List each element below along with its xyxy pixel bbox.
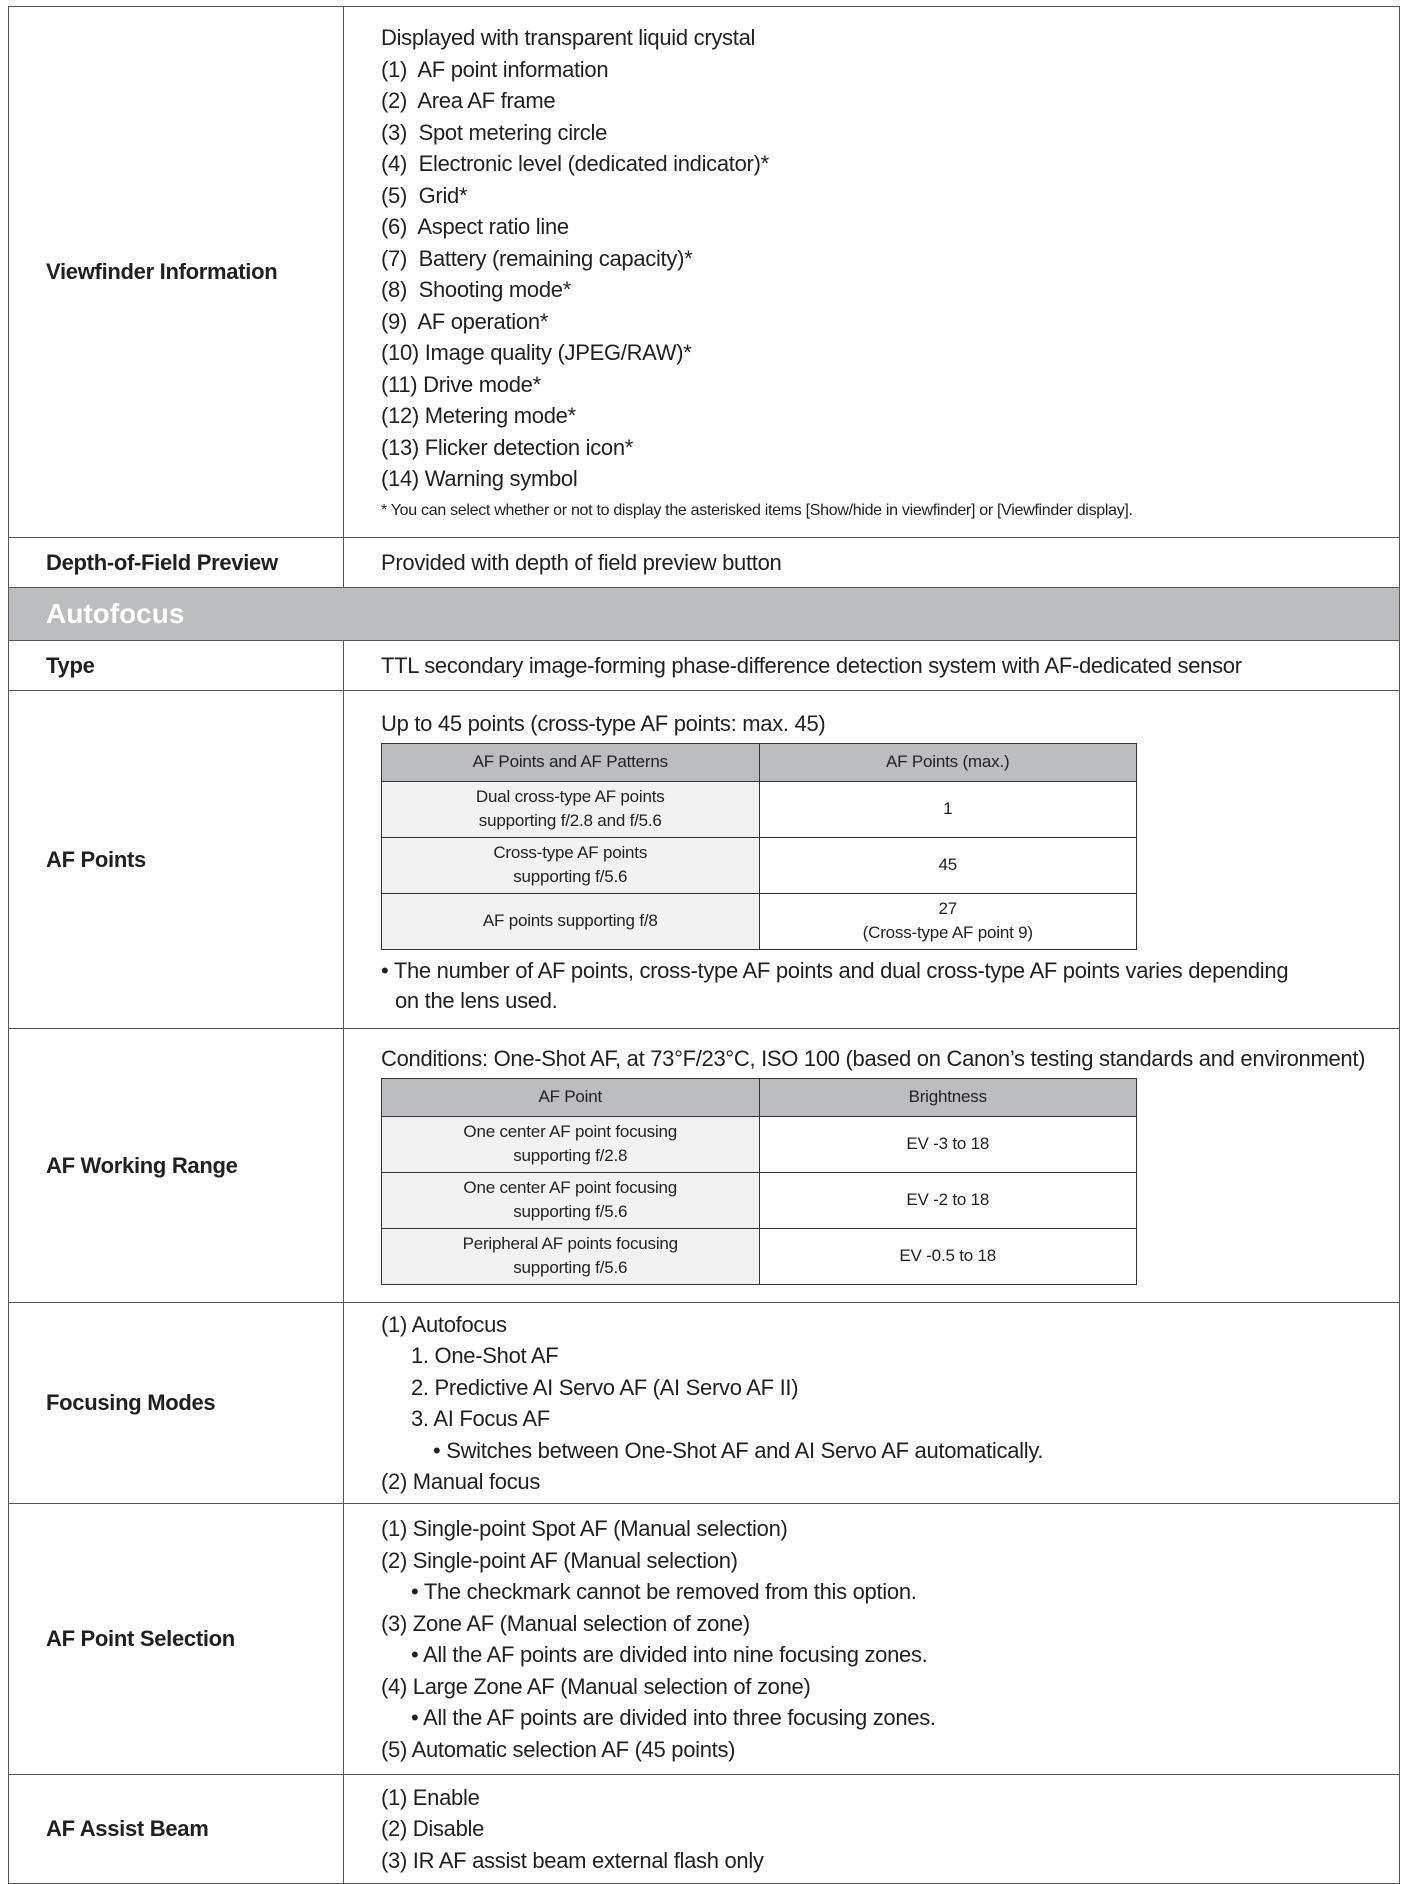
cell-text: AF points supporting f/8 bbox=[482, 911, 658, 930]
af-range-conditions: Conditions: One-Shot AF, at 73°F/23°C, ISO 100 (based on Canon’s testing standards and environment) bbox=[381, 1045, 1366, 1071]
list-item: (4) Large Zone AF (Manual selection of zone) bbox=[381, 1673, 811, 1699]
cell-text: supporting f/5.6 bbox=[513, 1258, 628, 1277]
section-title: Autofocus bbox=[9, 588, 1400, 641]
list-item: (5) Automatic selection AF (45 points) bbox=[381, 1736, 736, 1762]
cell-value: EV -2 to 18 bbox=[759, 1172, 1137, 1228]
label-type: Type bbox=[9, 641, 344, 691]
list-item: (2) Disable bbox=[381, 1816, 485, 1842]
row-type bbox=[9, 641, 1400, 691]
viewfinder-item: (3) Spot metering circle bbox=[381, 119, 608, 145]
list-item: • Switches between One-Shot AF and AI Servo AF automatically. bbox=[433, 1437, 1044, 1463]
cell-text: One center AF point focusing bbox=[463, 1178, 678, 1197]
value-viewfinder bbox=[344, 7, 1400, 538]
cell-value: 27 bbox=[938, 899, 957, 918]
cell-value: 1 bbox=[943, 799, 953, 818]
column-header: AF Points and AF Patterns bbox=[382, 743, 760, 781]
label-af-assist-beam: AF Assist Beam bbox=[9, 1775, 344, 1884]
row-focusing-modes bbox=[9, 1303, 1400, 1504]
value-af-point-selection bbox=[344, 1504, 1400, 1775]
viewfinder-intro: Displayed with transparent liquid crystal bbox=[381, 25, 756, 50]
row-af-working-range bbox=[9, 1029, 1400, 1303]
table-row bbox=[382, 1116, 1137, 1172]
viewfinder-item: (12) Metering mode* bbox=[381, 403, 576, 428]
column-header: AF Point bbox=[382, 1078, 760, 1116]
list-item: • All the AF points are divided into nine focusing zones. bbox=[411, 1642, 928, 1667]
viewfinder-item: (13) Flicker detection icon* bbox=[381, 434, 634, 460]
label-af-point-selection: AF Point Selection bbox=[9, 1504, 344, 1775]
list-item: (1) Enable bbox=[381, 1784, 480, 1810]
row-viewfinder bbox=[9, 7, 1400, 538]
list-item: (2) Single-point AF (Manual selection) bbox=[381, 1547, 738, 1573]
viewfinder-item: (4) Electronic level (dedicated indicator)* bbox=[381, 151, 769, 176]
af-points-note: • The number of AF points, cross-type AF points and dual cross-type AF points varies depending bbox=[381, 957, 1289, 983]
list-item: 2. Predictive AI Servo AF (AI Servo AF II) bbox=[411, 1374, 799, 1400]
viewfinder-item: (6) Aspect ratio line bbox=[381, 214, 569, 239]
list-item: • All the AF points are divided into three focusing zones. bbox=[411, 1705, 936, 1730]
viewfinder-item: (8) Shooting mode* bbox=[381, 277, 571, 302]
cell-text: Peripheral AF points focusing bbox=[462, 1234, 678, 1253]
value-af-working-range bbox=[344, 1029, 1400, 1303]
column-header: Brightness bbox=[759, 1078, 1137, 1116]
value-af-assist-beam bbox=[344, 1775, 1400, 1884]
row-af-assist-beam bbox=[9, 1775, 1400, 1884]
value-focusing-modes bbox=[344, 1303, 1400, 1504]
label-af-working-range: AF Working Range bbox=[9, 1029, 344, 1303]
list-item: 1. One-Shot AF bbox=[411, 1343, 559, 1368]
cell-text: supporting f/5.6 bbox=[513, 1202, 628, 1221]
list-item: (1) Autofocus bbox=[381, 1311, 507, 1337]
viewfinder-item: (7) Battery (remaining capacity)* bbox=[381, 245, 693, 271]
cell-value: EV -3 to 18 bbox=[759, 1116, 1137, 1172]
cell-value: EV -0.5 to 18 bbox=[759, 1228, 1137, 1284]
table-row bbox=[382, 781, 1137, 837]
table-row bbox=[382, 837, 1137, 893]
list-item: (3) Zone AF (Manual selection of zone) bbox=[381, 1610, 750, 1636]
row-dof-preview bbox=[9, 538, 1400, 588]
cell-text: One center AF point focusing bbox=[463, 1122, 678, 1141]
list-item: (2) Manual focus bbox=[381, 1469, 541, 1494]
viewfinder-item: (11) Drive mode* bbox=[381, 371, 541, 397]
list-item: 3. AI Focus AF bbox=[411, 1406, 550, 1431]
viewfinder-item: (10) Image quality (JPEG/RAW)* bbox=[381, 340, 692, 365]
cell-text: supporting f/2.8 bbox=[513, 1146, 628, 1165]
viewfinder-footnote: * You can select whether or not to display the asterisked items [Show/hide in viewfinder] or [Viewfinder display]. bbox=[381, 501, 1133, 519]
value-af-points bbox=[344, 691, 1400, 1029]
label-focusing-modes: Focusing Modes bbox=[9, 1303, 344, 1504]
viewfinder-item: (5) Grid* bbox=[381, 182, 468, 208]
viewfinder-item: (9) AF operation* bbox=[381, 308, 549, 334]
table-row bbox=[382, 1172, 1137, 1228]
label-af-points: AF Points bbox=[9, 691, 344, 1029]
cell-text: Dual cross-type AF points bbox=[475, 787, 665, 806]
viewfinder-item: (1) AF point information bbox=[381, 56, 609, 82]
section-header-autofocus bbox=[9, 588, 1400, 641]
column-header: AF Points (max.) bbox=[759, 743, 1137, 781]
list-item: (3) IR AF assist beam external flash only bbox=[381, 1847, 764, 1873]
list-item: • The checkmark cannot be removed from this option. bbox=[411, 1579, 917, 1604]
af-range-table bbox=[381, 1078, 1137, 1285]
af-points-table bbox=[381, 743, 1137, 950]
row-af-points bbox=[9, 691, 1400, 1029]
af-points-intro: Up to 45 points (cross-type AF points: max. 45) bbox=[381, 710, 826, 736]
label-dof-preview: Depth-of-Field Preview bbox=[9, 538, 344, 588]
cell-text: supporting f/2.8 and f/5.6 bbox=[478, 811, 662, 830]
cell-text: Cross-type AF points bbox=[493, 843, 648, 862]
table-row bbox=[382, 1228, 1137, 1284]
cell-value: (Cross-type AF point 9) bbox=[862, 923, 1033, 942]
value-dof-preview: Provided with depth of field preview button bbox=[344, 538, 1400, 588]
viewfinder-item: (14) Warning symbol bbox=[381, 466, 578, 491]
spec-table bbox=[8, 6, 1400, 1884]
label-viewfinder: Viewfinder Information bbox=[9, 7, 344, 538]
value-type: TTL secondary image-forming phase-difference detection system with AF-dedicated sensor bbox=[344, 641, 1400, 691]
row-af-point-selection bbox=[9, 1504, 1400, 1775]
cell-value: 45 bbox=[938, 855, 957, 874]
cell-text: supporting f/5.6 bbox=[513, 867, 628, 886]
table-row bbox=[382, 893, 1137, 949]
list-item: (1) Single-point Spot AF (Manual selection) bbox=[381, 1516, 788, 1541]
af-points-note: on the lens used. bbox=[395, 987, 558, 1013]
viewfinder-item: (2) Area AF frame bbox=[381, 88, 556, 113]
